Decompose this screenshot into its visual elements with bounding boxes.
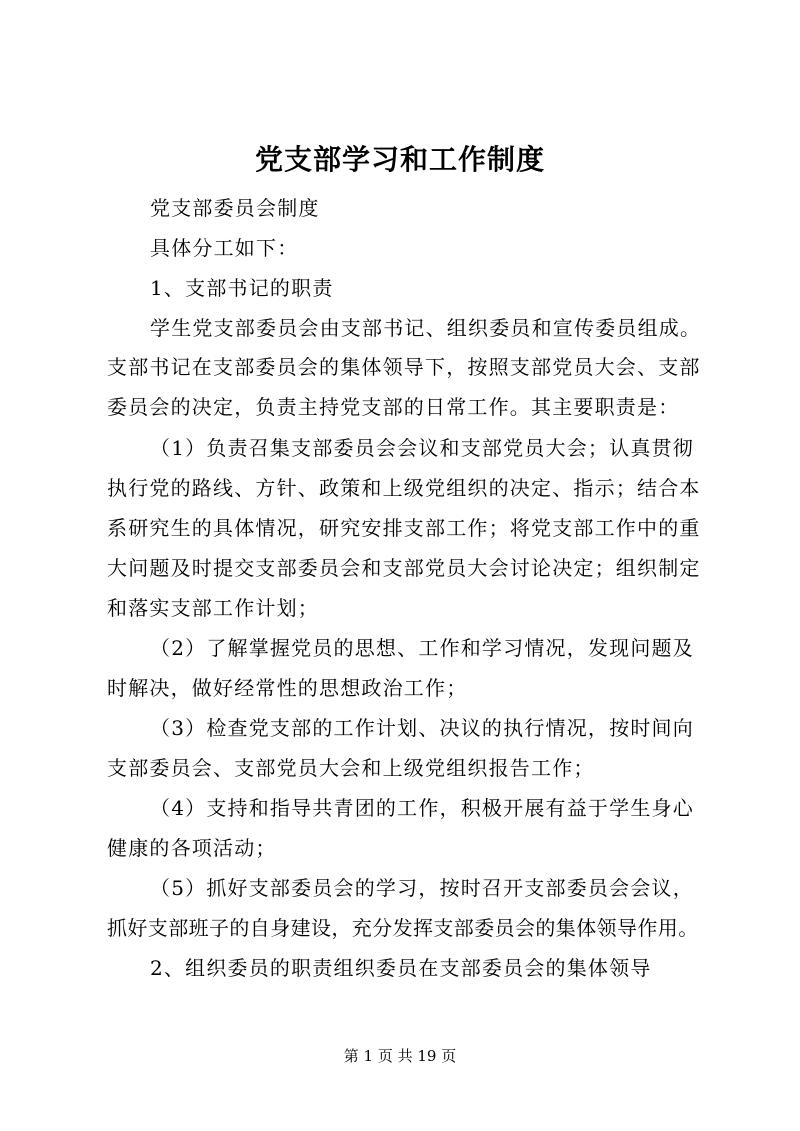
paragraph-line: 健康的各项活动； [107, 836, 277, 860]
paragraph-line: 系研究生的具体情况，研究安排支部工作；将党支部工作中的重 [107, 516, 701, 540]
section-heading: 1、支部书记的职责 [150, 276, 334, 300]
paragraph-line: 学生党支部委员会由支部书记、组织委员和宣传委员组成。 [150, 316, 702, 340]
paragraph-line: 和落实支部工作计划； [107, 596, 319, 620]
paragraph-line: 支部委员会、支部党员大会和上级党组织报告工作； [107, 756, 595, 780]
paragraph-line: （4）支持和指导共青团的工作，积极开展有益于学生身心 [150, 796, 694, 820]
paragraph-line: （1）负责召集支部委员会会议和支部党员大会；认真贯彻 [150, 436, 694, 460]
paragraph-line: （5）抓好支部委员会的学习，按时召开支部委员会会议， [150, 876, 694, 900]
paragraph-line: 大问题及时提交支部委员会和支部党员大会讨论决定；组织制定 [107, 556, 701, 580]
paragraph-line: 抓好支部班子的自身建设，充分发挥支部委员会的集体领导作用。 [107, 916, 699, 940]
paragraph-line: （3）检查党支部的工作计划、决议的执行情况，按时间向 [150, 716, 694, 740]
paragraph-line: 执行党的路线、方针、政策和上级党组织的决定、指示；结合本 [107, 476, 701, 500]
paragraph-line: （2）了解掌握党员的思想、工作和学习情况，发现问题及 [150, 636, 694, 660]
section-heading: 2、组织委员的职责组织委员在支部委员会的集体领导 [150, 956, 652, 980]
section-heading: 党支部委员会制度 [150, 196, 320, 220]
paragraph-line: 支部书记在支部委员会的集体领导下，按照支部党员大会、支部 [107, 355, 701, 379]
page-number: 第 1 页 共 19 页 [343, 1047, 457, 1065]
paragraph-line: 具体分工如下： [150, 236, 299, 260]
document-title: 党支部学习和工作制度 [254, 143, 545, 176]
paragraph-line: 时解决，做好经常性的思想政治工作； [107, 676, 468, 700]
paragraph-line: 委员会的决定，负责主持党支部的日常工作。其主要职责是： [107, 395, 680, 419]
